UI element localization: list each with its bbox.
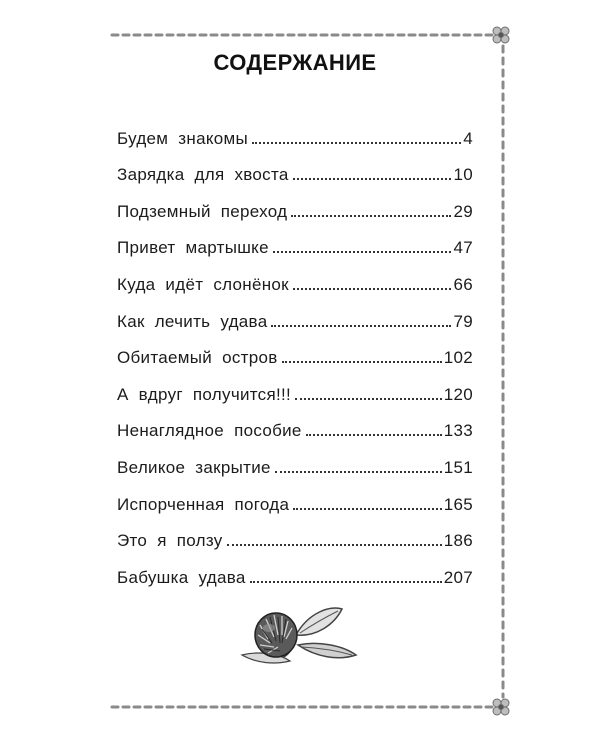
- toc-chapter-title: Подземный переход: [117, 201, 288, 221]
- toc-leader-dots: [293, 178, 452, 180]
- toc-chapter-title: А вдруг получится!!!: [117, 384, 292, 404]
- monkey-head-leaves-icon: [238, 595, 360, 669]
- toc-chapter-title: Великое закрытие: [117, 457, 271, 477]
- toc-row[interactable]: [117, 222, 473, 259]
- toc-leader-dots: [250, 581, 442, 583]
- toc-chapter-title: Будем знакомы: [117, 128, 249, 148]
- toc-chapter-title: Бабушка удава: [117, 567, 246, 587]
- toc-row[interactable]: [117, 405, 473, 442]
- toc-row[interactable]: [117, 332, 473, 369]
- toc-row[interactable]: [117, 185, 473, 222]
- toc-chapter-title: Как лечить удава: [117, 311, 268, 331]
- toc-row[interactable]: [117, 368, 473, 405]
- toc-page-number: 151: [443, 457, 473, 477]
- toc-page-number: 29: [453, 201, 473, 221]
- toc-page-number: 186: [443, 531, 473, 551]
- toc-chapter-title: Зарядка для хвоста: [117, 165, 289, 185]
- page-title: СОДЕРЖАНИЕ: [213, 50, 377, 75]
- toc-page-number: 165: [443, 494, 473, 514]
- toc-page-number: 120: [443, 384, 473, 404]
- toc-chapter-title: Куда идёт слонёнок: [117, 274, 289, 294]
- toc-row[interactable]: [117, 258, 473, 295]
- toc-chapter-title: Привет мартышке: [117, 238, 269, 258]
- toc-page-number: 207: [443, 567, 473, 587]
- toc-leader-dots: [295, 398, 442, 400]
- toc-leader-dots: [293, 508, 441, 510]
- toc-leader-dots: [252, 142, 461, 144]
- toc-leader-dots: [291, 215, 451, 217]
- toc-page-number: 79: [453, 311, 473, 331]
- toc-page-number: 66: [453, 274, 473, 294]
- table-of-contents: [117, 112, 473, 588]
- toc-page-number: 133: [443, 421, 473, 441]
- toc-leader-dots: [282, 361, 442, 363]
- corner-flower-top-icon: [493, 27, 509, 43]
- toc-row[interactable]: [117, 441, 473, 478]
- toc-row[interactable]: [117, 149, 473, 186]
- toc-chapter-title: Это я ползу: [117, 531, 223, 551]
- toc-row[interactable]: [117, 515, 473, 552]
- toc-leader-dots: [227, 544, 442, 546]
- corner-flower-bottom-icon: [493, 699, 509, 715]
- toc-chapter-title: Ненаглядное пособие: [117, 421, 302, 441]
- toc-leader-dots: [293, 288, 452, 290]
- toc-leader-dots: [273, 251, 452, 253]
- toc-leader-dots: [306, 434, 442, 436]
- toc-row[interactable]: [117, 295, 473, 332]
- toc-row[interactable]: [117, 551, 473, 588]
- toc-chapter-title: Обитаемый остров: [117, 348, 278, 368]
- toc-row[interactable]: [117, 112, 473, 149]
- toc-page-number: 47: [453, 238, 473, 258]
- toc-leader-dots: [275, 471, 442, 473]
- toc-row[interactable]: [117, 478, 473, 515]
- toc-chapter-title: Испорченная погода: [117, 494, 290, 514]
- toc-page-number: 102: [443, 348, 473, 368]
- toc-page-number: 10: [453, 165, 473, 185]
- toc-leader-dots: [271, 325, 451, 327]
- toc-page-number: 4: [463, 128, 473, 148]
